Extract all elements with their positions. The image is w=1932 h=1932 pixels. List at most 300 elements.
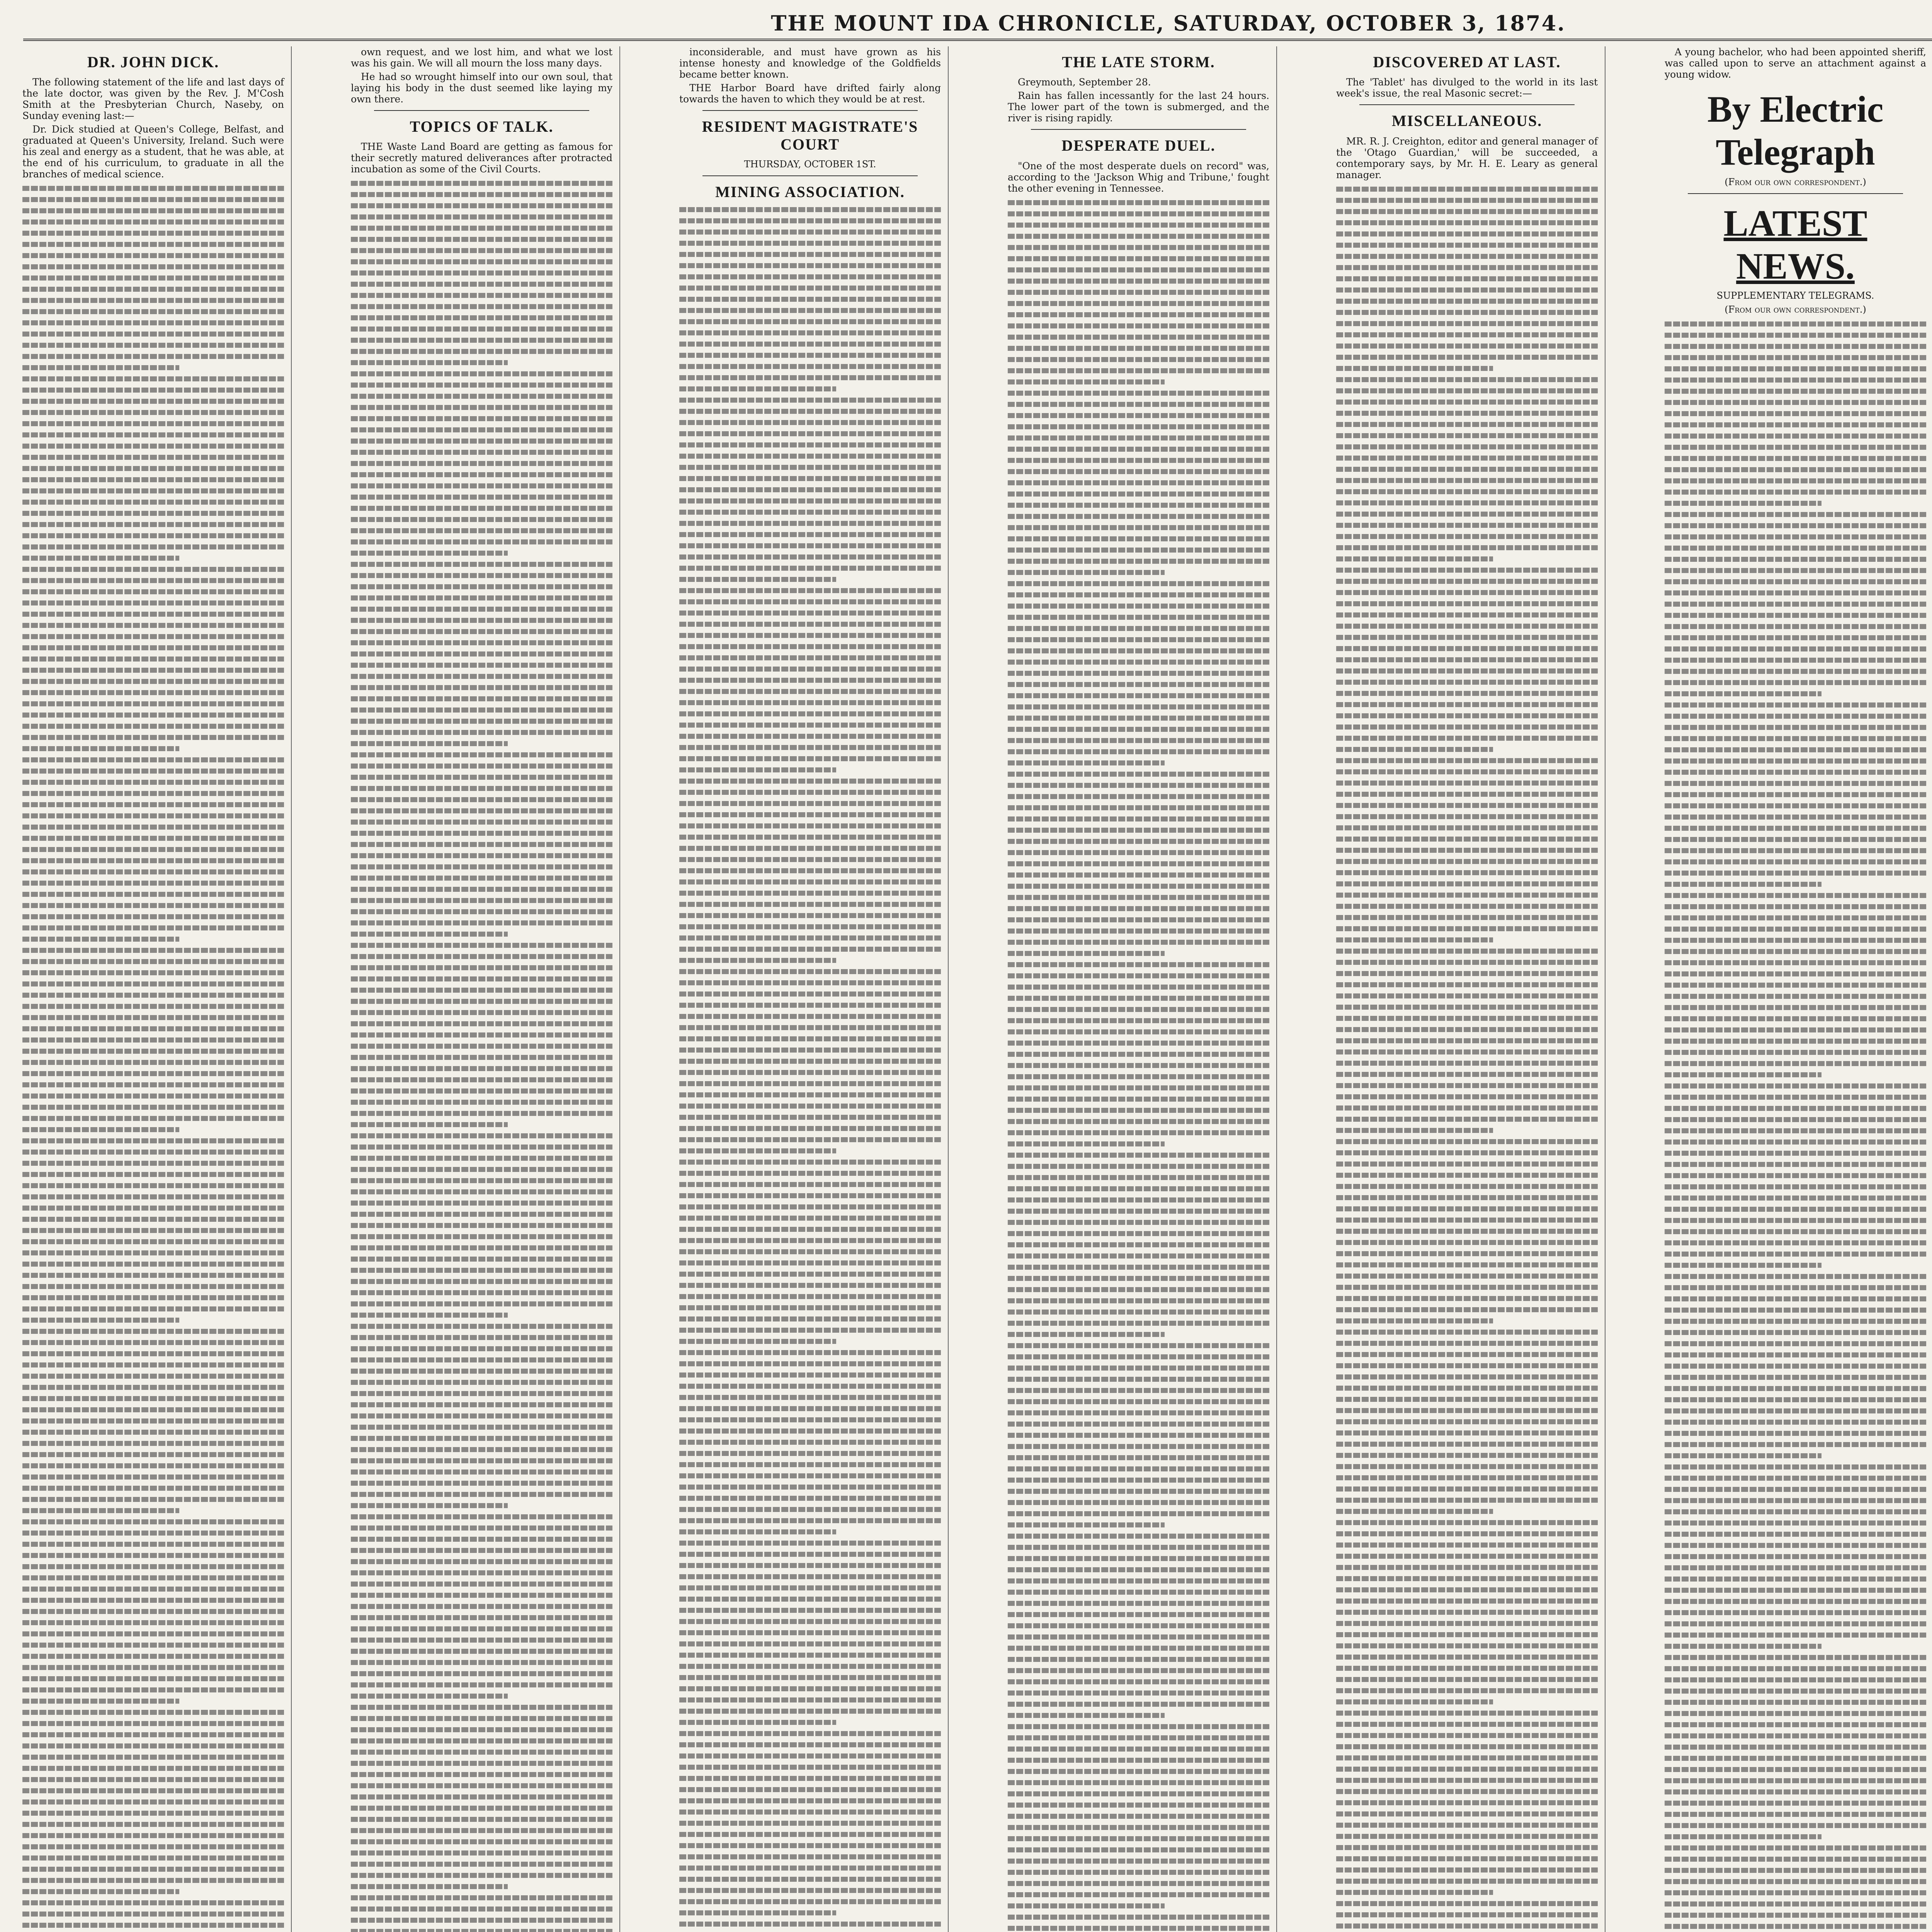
text-line <box>1665 669 1926 674</box>
text-line <box>1336 1632 1598 1637</box>
text-line <box>679 286 941 291</box>
text-line <box>22 242 284 247</box>
text-line <box>679 667 941 672</box>
text-line <box>1665 871 1926 876</box>
text-line <box>1008 1085 1269 1090</box>
text-line <box>22 1519 284 1524</box>
text-line <box>1665 1027 1926 1032</box>
text-line <box>351 1167 612 1172</box>
text-line <box>1008 1265 1269 1270</box>
text-line <box>1336 870 1598 875</box>
text-line <box>1665 1700 1926 1705</box>
text-line <box>22 701 284 706</box>
text-line <box>22 1508 179 1513</box>
text-line <box>679 1249 941 1254</box>
heading-mining-association: MINING ASSOCIATION. <box>715 183 905 201</box>
text-line <box>351 1313 508 1318</box>
text-line <box>1008 1511 1269 1516</box>
text-line <box>679 1070 941 1075</box>
text-line <box>22 1385 284 1390</box>
text-line <box>679 330 941 335</box>
text-line <box>351 820 612 825</box>
text-line <box>22 231 284 236</box>
text-line <box>1336 691 1598 696</box>
text-line <box>351 192 612 197</box>
text-line <box>351 1873 612 1878</box>
text-line <box>1008 727 1269 732</box>
text-line <box>1665 1397 1926 1402</box>
text-line <box>351 1201 612 1206</box>
text-line <box>1008 234 1269 239</box>
text-line <box>1336 1733 1598 1738</box>
text-line <box>1336 556 1493 561</box>
text-line <box>679 700 941 705</box>
text-line <box>1665 355 1926 360</box>
text-line <box>22 1620 284 1625</box>
text-line <box>1008 581 1269 586</box>
text-line <box>1665 1789 1926 1794</box>
text-line <box>679 498 941 503</box>
text-line <box>22 1575 284 1580</box>
heading-topics-of-talk: TOPICS OF TALK. <box>410 118 554 135</box>
text-line <box>22 186 284 191</box>
text-line <box>1008 626 1269 631</box>
text-line <box>679 1742 941 1747</box>
column-text-filler <box>351 181 612 1932</box>
text-line <box>351 416 612 421</box>
text-line <box>1336 1811 1598 1816</box>
text-line <box>1665 1812 1926 1817</box>
text-line <box>1008 548 1269 553</box>
text-line <box>351 1010 612 1015</box>
text-line <box>679 689 941 694</box>
text-line <box>1336 1554 1598 1559</box>
text-line <box>1336 624 1598 629</box>
text-line <box>1665 1420 1926 1425</box>
text-line <box>1665 1520 1926 1526</box>
text-line <box>1665 321 1926 327</box>
text-line <box>351 1570 612 1575</box>
text-line <box>351 1346 612 1351</box>
text-line <box>351 1301 612 1306</box>
text-line <box>1665 1633 1926 1638</box>
text-line <box>22 376 284 381</box>
text-line <box>1008 290 1269 295</box>
text-line <box>1665 344 1926 349</box>
column-6 <box>1658 46 1932 1932</box>
text-line <box>1665 1644 1821 1649</box>
text-line <box>1665 1565 1926 1570</box>
heading-desperate-duel: DESPERATE DUEL. <box>1061 137 1216 155</box>
text-line <box>679 1810 941 1815</box>
text-line <box>1336 971 1598 976</box>
text-line <box>1008 458 1269 463</box>
text-line <box>1008 704 1269 709</box>
text-line <box>1336 982 1598 987</box>
text-line <box>22 1687 284 1692</box>
text-line <box>1008 996 1269 1001</box>
text-line <box>1008 1052 1269 1057</box>
text-line <box>351 1716 612 1721</box>
text-line <box>679 1518 941 1523</box>
text-line <box>1665 1095 1926 1100</box>
text-line <box>351 1268 612 1273</box>
text-line <box>22 1531 284 1536</box>
text-line <box>679 947 941 952</box>
text-line <box>351 1783 612 1788</box>
text-line <box>22 1631 284 1636</box>
text-line <box>1665 512 1926 517</box>
text-line <box>679 879 941 884</box>
text-line <box>22 421 284 426</box>
text-line <box>679 891 941 896</box>
text-line <box>679 1193 941 1198</box>
text-line <box>1665 680 1926 685</box>
text-line <box>1665 893 1926 898</box>
text-line <box>1665 568 1926 573</box>
text-line <box>22 1676 284 1681</box>
text-line <box>1336 1218 1598 1223</box>
text-line <box>351 1649 612 1654</box>
text-line <box>351 1559 612 1564</box>
text-line <box>1665 1756 1926 1761</box>
text-line <box>22 197 284 202</box>
text-line <box>22 970 284 975</box>
text-line <box>1665 1274 1926 1279</box>
text-line <box>679 790 941 795</box>
text-line <box>1008 1702 1269 1707</box>
text-line <box>1665 1016 1926 1021</box>
text-line <box>1336 904 1598 909</box>
paragraph: A young bachelor, who had been appointed sheriff, was called upon to serve an attachment against a young widow. <box>1665 46 1926 80</box>
text-line <box>1008 850 1269 855</box>
text-line <box>351 1245 612 1250</box>
text-line <box>1665 1296 1926 1301</box>
text-line <box>1665 1072 1821 1077</box>
text-line <box>679 1574 941 1579</box>
text-line <box>1665 904 1926 909</box>
text-line <box>1665 1823 1926 1828</box>
text-line <box>351 1895 612 1900</box>
text-line <box>679 1204 941 1209</box>
text-line <box>1008 895 1269 900</box>
text-line <box>351 226 612 231</box>
text-line <box>1665 534 1926 539</box>
text-line <box>351 1514 612 1519</box>
text-line <box>1008 1388 1269 1393</box>
text-line <box>1008 1780 1269 1785</box>
paragraph: Greymouth, September 28. <box>1018 77 1151 88</box>
text-line <box>1665 579 1926 584</box>
text-line <box>22 1878 284 1883</box>
text-line <box>22 1923 284 1928</box>
text-line <box>22 500 284 505</box>
text-line <box>1665 1577 1926 1582</box>
text-line <box>1665 815 1926 820</box>
text-line <box>679 711 941 716</box>
text-line <box>1665 1610 1926 1615</box>
text-line <box>351 1279 612 1284</box>
text-line <box>679 1429 941 1434</box>
text-line <box>679 1641 941 1646</box>
text-line <box>22 1138 284 1143</box>
text-line <box>351 1839 612 1844</box>
text-line <box>351 898 612 903</box>
text-line <box>1008 648 1269 653</box>
text-line <box>1008 267 1269 272</box>
text-line <box>679 924 941 929</box>
text-line <box>22 1553 284 1558</box>
heading-electric-telegraph: By Electric Telegraph <box>1707 88 1884 173</box>
text-line <box>1336 1498 1598 1503</box>
text-line <box>1665 333 1926 338</box>
text-line <box>679 611 941 616</box>
text-line <box>1008 559 1269 564</box>
text-line <box>351 1817 612 1822</box>
text-line <box>1665 523 1926 528</box>
text-line <box>1336 1711 1598 1716</box>
text-line <box>1665 1666 1926 1671</box>
text-line <box>22 757 284 762</box>
text-line <box>1665 624 1926 629</box>
text-line <box>1336 747 1493 752</box>
text-line <box>679 1653 941 1658</box>
text-line <box>1336 713 1598 718</box>
correspondent-note: (From our own correspondent.) <box>1725 176 1866 187</box>
text-line <box>1336 1206 1598 1211</box>
text-line <box>22 1351 284 1356</box>
text-line <box>351 1257 612 1262</box>
text-line <box>679 1328 941 1333</box>
text-line <box>1008 279 1269 284</box>
text-line <box>1336 187 1598 192</box>
text-line <box>1336 1800 1598 1805</box>
text-line <box>351 1671 612 1676</box>
text-line <box>22 388 284 393</box>
text-line <box>679 1597 941 1602</box>
text-line <box>351 1357 612 1362</box>
text-line <box>351 1682 612 1687</box>
text-line <box>1008 917 1269 922</box>
text-line <box>22 1194 284 1199</box>
text-line <box>679 1608 941 1613</box>
text-line <box>679 1350 941 1355</box>
text-line <box>1008 1612 1269 1617</box>
text-line <box>351 427 612 432</box>
text-line <box>351 1593 612 1598</box>
text-line <box>1665 1229 1926 1234</box>
text-line <box>1336 590 1598 595</box>
text-line <box>1008 805 1269 810</box>
text-line <box>351 304 612 309</box>
text-line <box>351 1290 612 1295</box>
text-line <box>351 495 612 500</box>
text-line <box>1008 1758 1269 1763</box>
text-line <box>351 1425 612 1430</box>
text-line <box>679 1092 941 1097</box>
text-line <box>1008 760 1165 765</box>
text-line <box>351 707 612 713</box>
text-line <box>351 988 612 993</box>
text-line <box>1665 1196 1926 1201</box>
text-line <box>351 439 612 444</box>
text-line <box>1665 1352 1926 1357</box>
text-line <box>1008 872 1269 878</box>
text-line <box>1336 668 1598 673</box>
text-line <box>351 461 612 466</box>
text-line <box>22 634 284 639</box>
text-line <box>22 556 179 561</box>
divider <box>374 110 589 111</box>
text-line <box>1665 1845 1926 1850</box>
text-line <box>22 354 284 359</box>
text-line <box>679 1630 941 1635</box>
text-line <box>679 958 836 963</box>
text-line <box>351 1929 612 1932</box>
text-line <box>351 349 612 354</box>
text-line <box>1008 772 1269 777</box>
paragraph: "One of the most desperate duels on record" was, according to the 'Jackson Whig and Tribune,' fought the other evening in Tennessee. <box>1008 160 1269 194</box>
text-line <box>679 386 836 391</box>
text-line <box>1665 983 1926 988</box>
text-line <box>1336 1184 1598 1189</box>
text-line <box>1008 435 1269 440</box>
text-line <box>1665 501 1821 506</box>
text-line <box>22 1542 284 1547</box>
text-line <box>351 999 612 1004</box>
text-line <box>351 1413 612 1418</box>
text-line <box>22 713 284 718</box>
text-line <box>351 663 612 668</box>
text-line <box>1336 1262 1598 1267</box>
text-line <box>1336 422 1598 427</box>
text-line <box>351 1492 612 1497</box>
text-line <box>679 409 941 414</box>
text-line <box>351 1694 508 1699</box>
text-line <box>351 293 612 298</box>
text-line <box>1008 1253 1269 1259</box>
text-line <box>1336 1453 1598 1458</box>
text-line <box>1665 781 1926 786</box>
text-line <box>1008 1153 1269 1158</box>
text-line <box>679 857 941 862</box>
text-line <box>679 1227 941 1232</box>
text-line <box>351 517 612 522</box>
text-line <box>1336 1442 1598 1447</box>
text-line <box>1336 814 1598 819</box>
text-line <box>679 218 941 223</box>
text-line <box>1008 940 1269 945</box>
text-line <box>351 1111 612 1116</box>
text-line <box>1336 1128 1493 1133</box>
text-line <box>1336 1296 1598 1301</box>
text-line <box>1008 592 1269 597</box>
text-line <box>1336 893 1598 898</box>
text-line <box>679 431 941 436</box>
text-line <box>22 791 284 796</box>
text-line <box>22 881 284 886</box>
text-line <box>351 730 612 735</box>
text-line <box>679 510 941 515</box>
text-line <box>1336 265 1598 270</box>
text-line <box>1336 1027 1598 1032</box>
text-line <box>351 1806 612 1811</box>
text-line <box>351 1032 612 1037</box>
text-line <box>22 298 284 303</box>
text-line <box>679 1126 941 1131</box>
text-line <box>1336 1677 1598 1682</box>
text-line <box>1336 792 1598 797</box>
text-line <box>22 1587 284 1592</box>
text-line <box>1665 960 1926 965</box>
text-line <box>1336 926 1598 931</box>
text-line <box>679 622 941 627</box>
text-line <box>22 410 284 415</box>
text-line <box>679 980 941 985</box>
text-line <box>1008 1679 1269 1684</box>
text-line <box>1665 882 1821 887</box>
text-line <box>351 1503 508 1508</box>
text-line <box>1008 1646 1269 1651</box>
text-line <box>1008 884 1269 889</box>
text-line <box>1665 478 1926 483</box>
text-line <box>1665 590 1926 595</box>
text-line <box>1336 1072 1598 1077</box>
text-line <box>1665 1543 1926 1548</box>
text-line <box>351 887 612 892</box>
text-line <box>1336 1879 1598 1884</box>
text-line <box>1336 310 1598 315</box>
text-line <box>1336 1162 1598 1167</box>
text-line <box>351 909 612 914</box>
text-line <box>351 237 612 242</box>
text-line <box>1336 344 1598 349</box>
text-line <box>679 1686 941 1691</box>
text-line <box>1008 1231 1269 1236</box>
text-line <box>1336 1655 1598 1660</box>
text-line <box>679 1059 941 1064</box>
column-text-filler <box>1008 200 1269 1932</box>
text-line <box>22 679 284 684</box>
text-line <box>351 1582 612 1587</box>
text-line <box>1336 646 1598 651</box>
text-line <box>1665 1039 1926 1044</box>
text-line <box>22 802 284 807</box>
text-line <box>1665 938 1926 943</box>
text-line <box>22 1228 284 1233</box>
text-line <box>1665 1453 1821 1458</box>
text-line <box>351 1794 612 1799</box>
text-line <box>1336 1105 1598 1111</box>
text-line <box>22 1441 284 1446</box>
text-line <box>679 442 941 447</box>
column-5 <box>1329 46 1605 1932</box>
text-line <box>679 1036 941 1041</box>
text-line <box>1008 861 1269 866</box>
text-line <box>351 394 612 399</box>
text-line <box>679 207 941 212</box>
text-line <box>1008 1041 1269 1046</box>
text-line <box>1008 1321 1269 1326</box>
text-line <box>1008 1870 1269 1875</box>
text-line <box>1665 546 1926 551</box>
column-4 <box>1001 46 1277 1932</box>
text-line <box>1336 1229 1598 1234</box>
text-line <box>1336 1195 1598 1200</box>
text-line <box>351 831 612 836</box>
text-line <box>351 562 612 567</box>
text-line <box>1336 1038 1598 1043</box>
